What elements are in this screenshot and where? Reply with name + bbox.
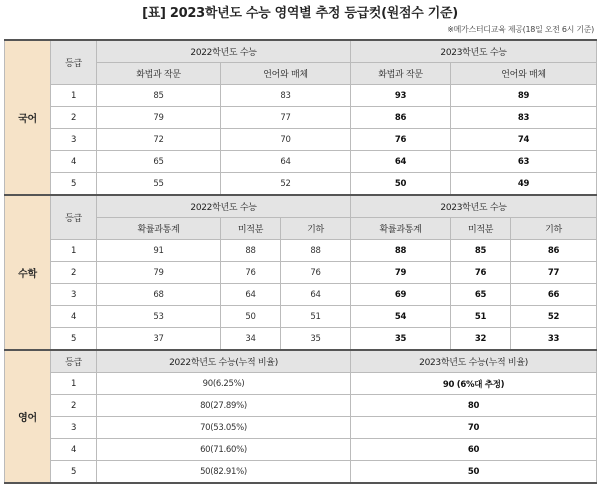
year-2022-header: 2022학년도 수능 [97,40,351,63]
sub-header: 화법과 작문 [351,63,451,85]
score-cell: 77 [511,262,597,284]
score-cell: 83 [221,85,351,107]
sub-header: 기하 [511,218,597,240]
score-cell: 72 [97,129,221,151]
score-cell: 55 [97,173,221,196]
page-title: [표] 2023학년도 수능 영역별 추정 등급컷(원점수 기준) [142,6,458,21]
score-cell: 37 [97,328,221,351]
sub-header: 확률과통계 [97,218,221,240]
year-2022-header: 2022학년도 수능 [97,195,351,218]
score-cell: 70 [221,129,351,151]
score-cell: 86 [351,107,451,129]
score-cell: 64 [351,151,451,173]
table-row [5,439,597,461]
score-cell: 69 [351,284,451,306]
score-cell: 79 [97,262,221,284]
korean-header-row [5,40,597,63]
sub-header: 기하 [281,218,351,240]
table-row [5,461,597,484]
grade-cell: 4 [51,439,97,461]
score-cell: 50 [221,306,281,328]
score-cell: 90(6.25%) [97,373,351,395]
table-row [5,417,597,439]
grade-cell: 1 [51,373,97,395]
english-header-row [5,350,597,373]
score-cell: 76 [451,262,511,284]
score-cell: 86 [511,240,597,262]
grade-header: 등급 [51,40,97,85]
table-row [5,151,597,173]
table-row [5,306,597,328]
year-2023-header: 2023학년도 수능 [351,195,597,218]
grade-cell: 5 [51,173,97,196]
grade-cell: 3 [51,129,97,151]
grade-cell: 4 [51,151,97,173]
score-cell: 52 [511,306,597,328]
score-cell: 88 [351,240,451,262]
score-cell: 65 [451,284,511,306]
table-row [5,262,597,284]
score-cell: 83 [451,107,597,129]
score-cell: 79 [97,107,221,129]
score-cell: 54 [351,306,451,328]
score-cell: 64 [221,151,351,173]
source-note: ※메가스터디교육 제공(18일 오전 6시 기준) [447,25,594,34]
subject-korean: 국어 [5,40,51,195]
year-2023-cum-header: 2023학년도 수능(누적 비율) [351,350,597,373]
score-cell: 88 [281,240,351,262]
table-row [5,85,597,107]
score-cell: 52 [221,173,351,196]
grade-cell: 2 [51,395,97,417]
score-cell: 53 [97,306,221,328]
score-cell: 60 [351,439,597,461]
table-row [5,240,597,262]
score-cell: 77 [221,107,351,129]
subject-english: 영어 [5,350,51,483]
table-row [5,107,597,129]
score-cell: 70(53.05%) [97,417,351,439]
score-cell: 93 [351,85,451,107]
grade-cell: 2 [51,262,97,284]
grade-cell: 5 [51,328,97,351]
score-cell: 66 [511,284,597,306]
score-cell: 88 [221,240,281,262]
sub-header: 언어와 매체 [451,63,597,85]
score-cell: 74 [451,129,597,151]
sub-header: 확률과통계 [351,218,451,240]
grade-header: 등급 [51,195,97,240]
score-cell: 80(27.89%) [97,395,351,417]
score-cell: 85 [451,240,511,262]
sub-header: 화법과 작문 [97,63,221,85]
grade-cut-table [4,39,597,484]
math-header-row [5,195,597,218]
year-2022-cum-header: 2022학년도 수능(누적 비율) [97,350,351,373]
score-cell: 76 [281,262,351,284]
score-cell: 89 [451,85,597,107]
score-cell: 50 [351,461,597,484]
score-cell: 76 [221,262,281,284]
score-cell: 64 [281,284,351,306]
grade-cell: 3 [51,417,97,439]
table-row [5,395,597,417]
score-cell: 65 [97,151,221,173]
score-cell: 64 [221,284,281,306]
year-2023-header: 2023학년도 수능 [351,40,597,63]
sub-header: 미적분 [451,218,511,240]
score-cell: 49 [451,173,597,196]
score-cell: 60(71.60%) [97,439,351,461]
score-cell: 51 [451,306,511,328]
score-cell: 51 [281,306,351,328]
subject-math: 수학 [5,195,51,350]
score-cell: 63 [451,151,597,173]
score-cell: 50(82.91%) [97,461,351,484]
sub-header: 언어와 매체 [221,63,351,85]
score-cell: 70 [351,417,597,439]
table-row [5,328,597,351]
table-row [5,129,597,151]
score-cell: 85 [97,85,221,107]
grade-cell: 2 [51,107,97,129]
grade-cell: 1 [51,85,97,107]
score-cell: 32 [451,328,511,351]
score-cell: 68 [97,284,221,306]
grade-cell: 1 [51,240,97,262]
table-row [5,373,597,395]
score-cell: 79 [351,262,451,284]
score-cell: 76 [351,129,451,151]
score-cell: 90 (6%대 추정) [351,373,597,395]
score-cell: 35 [281,328,351,351]
score-cell: 91 [97,240,221,262]
score-cell: 50 [351,173,451,196]
score-cell: 33 [511,328,597,351]
grade-cell: 5 [51,461,97,484]
grade-cell: 3 [51,284,97,306]
grade-header: 등급 [51,350,97,373]
score-cell: 35 [351,328,451,351]
sub-header: 미적분 [221,218,281,240]
score-cell: 34 [221,328,281,351]
score-cell: 80 [351,395,597,417]
grade-cell: 4 [51,306,97,328]
table-row [5,284,597,306]
table-row [5,173,597,196]
